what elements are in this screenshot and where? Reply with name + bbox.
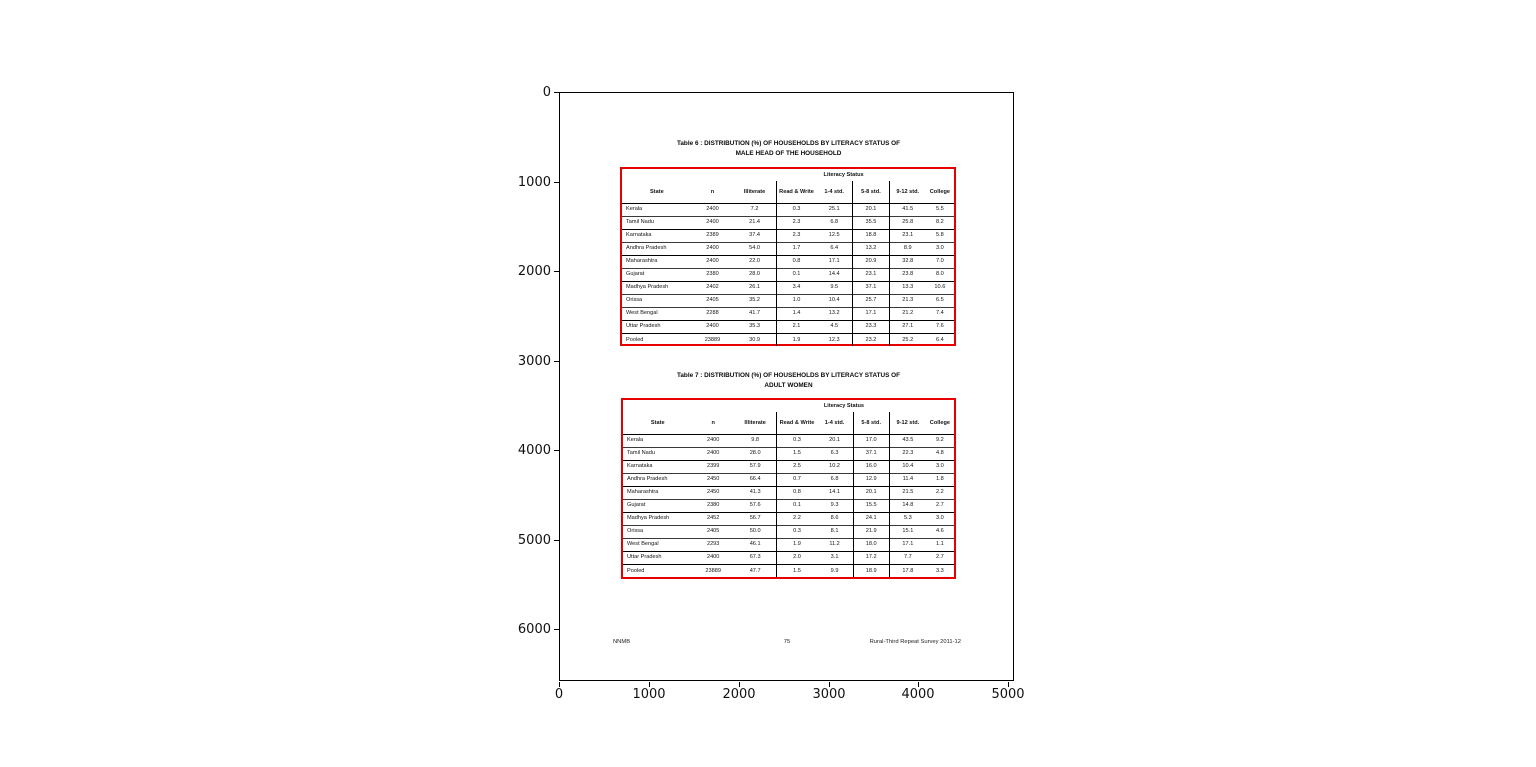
table6-title-line2: MALE HEAD OF THE HOUSEHOLD [735, 149, 842, 157]
table-cell: 28.0 [749, 271, 760, 278]
table-cell: 47.7 [749, 567, 761, 574]
table-cell: 2400 [706, 323, 719, 330]
table-cell: 1.0 [776, 294, 816, 307]
table-cell: 6.8 [830, 476, 839, 483]
table-cell: 1.5 [777, 564, 817, 577]
table-cell: 25.8 [889, 216, 926, 229]
table-cell: 26.1 [749, 284, 760, 291]
table-cell: 8.1 [830, 528, 839, 535]
table-cell: 9.8 [751, 437, 760, 444]
table-cell: 11.4 [889, 473, 925, 486]
table-cell: Karnataka [626, 232, 652, 239]
table-cell: Kerala [627, 437, 644, 444]
col-header-1-4-std: 1-4 std. [816, 181, 853, 203]
table6 [620, 167, 956, 346]
table-cell: 2402 [706, 284, 719, 291]
table-cell: 20.1 [829, 437, 840, 444]
table-cell: Madhya Pradesh [626, 284, 669, 291]
table-row [622, 203, 954, 216]
table-cell: 2400 [706, 258, 719, 265]
table-cell: 23889 [704, 336, 721, 343]
y-tick-label: 2000 [517, 264, 551, 279]
table-cell: 1.8 [936, 476, 944, 483]
table-cell: 23.2 [853, 333, 890, 346]
table-cell: 2400 [706, 206, 719, 213]
col-header-9-12-std: 9-12 std. [889, 181, 926, 203]
table-cell: Pooled [627, 567, 645, 574]
table-row [623, 564, 954, 577]
table-cell: 0.3 [777, 525, 817, 538]
table-cell: 3.3 [936, 567, 944, 574]
table-cell: 6.4 [935, 336, 944, 343]
table-row [623, 447, 954, 460]
table-cell: 17.1 [828, 258, 840, 265]
table-cell: 43.5 [889, 434, 925, 447]
table-cell: 15.1 [889, 525, 925, 538]
table-cell: Uttar Pradesh [626, 323, 661, 330]
table-row [622, 307, 954, 320]
table-cell: 35.5 [853, 216, 890, 229]
table-cell: 13.2 [828, 310, 840, 317]
table-cell: 23.1 [853, 268, 890, 281]
table-cell: 25.7 [853, 294, 890, 307]
table-cell: 22.3 [889, 447, 925, 460]
table-cell: 2380 [706, 271, 719, 278]
table-cell: 6.5 [935, 297, 944, 304]
table-cell: 22.0 [749, 258, 760, 265]
table-cell: 7.7 [889, 551, 925, 564]
table-cell: 14.8 [889, 499, 925, 512]
table-cell: 67.3 [749, 554, 761, 561]
table-cell: 5.3 [889, 512, 925, 525]
table-cell: 1.9 [777, 538, 817, 551]
table-row [622, 229, 954, 242]
table-cell: 35.3 [749, 323, 760, 330]
table-cell: 0.7 [777, 473, 817, 486]
table-cell: West Bengal [626, 310, 658, 317]
table-cell: 23889 [705, 567, 721, 574]
table-cell: 35.2 [749, 297, 760, 304]
table-cell: Madhya Pradesh [627, 515, 670, 522]
table-cell: 2400 [706, 554, 720, 561]
table-cell: 5.8 [935, 232, 944, 239]
table7-span-header-row [623, 400, 954, 412]
table-cell: 2405 [706, 297, 719, 304]
table-cell: 2.3 [776, 229, 816, 242]
table-cell: 2389 [706, 232, 719, 239]
table-cell: 1.7 [776, 242, 816, 255]
table-cell: 10.2 [829, 463, 840, 470]
table-cell: 12.9 [853, 473, 889, 486]
table-cell: 2400 [706, 219, 719, 226]
document-page [560, 93, 1013, 680]
table-cell: 11.2 [829, 541, 840, 548]
table-cell: 14.1 [829, 489, 840, 496]
table-cell: 37.1 [853, 447, 889, 460]
table-row [622, 294, 954, 307]
literacy-status-span-header: Literacy Status [823, 402, 864, 409]
table-cell: 66.4 [749, 476, 761, 483]
col-header-read-write: Read & Write [776, 181, 816, 203]
table-cell: 7.0 [935, 258, 944, 265]
table6-header-row [622, 181, 954, 203]
table-cell: 2400 [706, 245, 719, 252]
table-cell: 16.0 [853, 460, 889, 473]
table-cell: 17.0 [853, 434, 889, 447]
table-cell: 0.3 [776, 203, 816, 216]
table-cell: 28.0 [749, 450, 761, 457]
spacer-cell [623, 400, 734, 412]
table-cell: West Bengal [627, 541, 659, 548]
table-cell: 20.1 [853, 203, 890, 216]
table-row [623, 460, 954, 473]
table-cell: 24.1 [853, 512, 889, 525]
table-cell: 25.2 [889, 333, 926, 346]
col-header-read-write: Read & Write [777, 412, 817, 434]
table-cell: 2400 [706, 437, 720, 444]
table-cell: 21.9 [853, 525, 889, 538]
table-cell: 2.7 [936, 554, 944, 561]
col-header-college: College [926, 181, 954, 203]
col-header-5-8-std: 5-8 std. [853, 412, 889, 434]
table-cell: 4.6 [936, 528, 944, 535]
table-cell: 2288 [706, 310, 719, 317]
table-cell: 4.8 [936, 450, 944, 457]
footer-page-number: 75 [783, 639, 791, 645]
table-cell: 1.4 [776, 307, 816, 320]
table-cell: Gujarat [627, 502, 646, 509]
table-cell: 2293 [706, 541, 720, 548]
table-cell: 21.2 [889, 307, 926, 320]
col-header-1-4-std: 1-4 std. [817, 412, 853, 434]
table-cell: 57.6 [749, 502, 761, 509]
table-cell: 3.0 [936, 515, 944, 522]
table-cell: 9.9 [830, 567, 839, 574]
table-cell: 10.4 [828, 297, 840, 304]
table-row [622, 320, 954, 333]
table-row [622, 242, 954, 255]
table-row [622, 268, 954, 281]
x-tick-label: 0 [554, 687, 564, 702]
y-tick-label: 4000 [517, 443, 551, 458]
table7-title [606, 371, 971, 390]
table-cell: 0.8 [777, 486, 817, 499]
table-cell: 7.4 [935, 310, 944, 317]
col-header-illiterate: Illiterate [733, 181, 776, 203]
col-header-state: State [623, 412, 693, 434]
x-tick-label: 4000 [901, 687, 935, 702]
table-cell: 0.8 [776, 255, 816, 268]
table6-title-line1: Table 6 : DISTRIBUTION (%) OF HOUSEHOLDS BY LITERACY STATUS OF [676, 140, 901, 147]
table6-title [606, 139, 971, 158]
table-cell: 2.0 [777, 551, 817, 564]
table-cell: 23.3 [853, 320, 890, 333]
footer-left-text: NNMB [613, 639, 631, 645]
table-row [623, 512, 954, 525]
table-cell: 2380 [706, 502, 720, 509]
table6-span-header-row [622, 169, 954, 181]
table-row [622, 255, 954, 268]
table-cell: 23.8 [889, 268, 926, 281]
table-cell: 2.2 [936, 489, 944, 496]
table-cell: 2.2 [777, 512, 817, 525]
x-tick-label: 1000 [632, 687, 666, 702]
table-cell: Karnataka [627, 463, 653, 470]
table-cell: 18.8 [853, 229, 890, 242]
y-tick-label: 3000 [517, 354, 551, 369]
table-cell: 25.1 [828, 206, 840, 213]
table-cell: 7.2 [750, 206, 759, 213]
table-cell: 2.5 [777, 460, 817, 473]
table-cell: 56.7 [749, 515, 761, 522]
y-tick-label: 1000 [517, 175, 551, 190]
table7-title-line1: Table 7 : DISTRIBUTION (%) OF HOUSEHOLDS BY LITERACY STATUS OF [676, 372, 901, 379]
table-cell: 54.0 [749, 245, 760, 252]
table-cell: 8.9 [889, 242, 926, 255]
table-cell: 2450 [706, 489, 720, 496]
table-row [623, 499, 954, 512]
footer-right-text: Rural-Third Repeat Survey 2011-12 [869, 639, 961, 645]
table-cell: 2.3 [776, 216, 816, 229]
table-cell: 1.5 [777, 447, 817, 460]
table7-header-row [623, 412, 954, 434]
x-tick-label: 5000 [991, 687, 1025, 702]
table-row [623, 551, 954, 564]
table-cell: Gujarat [626, 271, 645, 278]
table-row [622, 216, 954, 229]
x-tick-label: 2000 [722, 687, 756, 702]
col-header-9-12-std: 9-12 std. [889, 412, 925, 434]
table-cell: 13.3 [889, 281, 926, 294]
plot-axes [559, 92, 1014, 681]
table-cell: 41.5 [889, 203, 926, 216]
table7-body [623, 434, 954, 577]
table-row [622, 281, 954, 294]
y-tick-label: 6000 [517, 622, 551, 637]
table7-title-line2: ADULT WOMEN [764, 381, 813, 389]
table-cell: 0.1 [776, 268, 816, 281]
table-cell: 1.1 [936, 541, 944, 548]
table-cell: 57.9 [749, 463, 761, 470]
table-cell: 17.8 [889, 564, 925, 577]
table-cell: 6.3 [830, 450, 839, 457]
table-cell: 21.3 [889, 294, 926, 307]
table-cell: 41.7 [749, 310, 760, 317]
table-row [623, 486, 954, 499]
table-cell: 46.1 [749, 541, 761, 548]
table-cell: Andhra Pradesh [626, 245, 667, 252]
literacy-status-span-header: Literacy Status [823, 171, 864, 178]
table-cell: 2399 [706, 463, 720, 470]
table-cell: 3.4 [776, 281, 816, 294]
table-cell: 0.1 [777, 499, 817, 512]
table-cell: 37.4 [749, 232, 760, 239]
table-cell: 6.4 [830, 245, 839, 252]
table-cell: 41.3 [749, 489, 761, 496]
table-cell: 9.5 [830, 284, 839, 291]
table-cell: 9.3 [830, 502, 839, 509]
table-cell: 15.5 [853, 499, 889, 512]
table-cell: 9.2 [936, 437, 944, 444]
y-tick-label: 5000 [517, 533, 551, 548]
table-cell: 27.1 [889, 320, 926, 333]
table7 [621, 398, 956, 579]
table-cell: 18.9 [853, 564, 889, 577]
table-cell: 3.0 [935, 245, 944, 252]
table-cell: 17.1 [853, 307, 890, 320]
table-cell: Kerala [626, 206, 643, 213]
table-cell: 37.1 [853, 281, 890, 294]
table-cell: Orissa [626, 297, 643, 304]
table-row [623, 525, 954, 538]
table-cell: 23.1 [889, 229, 926, 242]
col-header-n: n [692, 181, 734, 203]
table-cell: Maharashtra [627, 489, 659, 496]
table-cell: 8.2 [935, 219, 944, 226]
table-cell: 10.4 [889, 460, 925, 473]
table-cell: Maharashtra [626, 258, 658, 265]
table-cell: 14.4 [828, 271, 840, 278]
table-cell: 2.7 [936, 502, 944, 509]
spacer-cell [622, 169, 733, 181]
table-cell: 1.9 [776, 333, 816, 346]
table-cell: 4.5 [830, 323, 839, 330]
table-cell: 8.6 [830, 515, 839, 522]
col-header-college: College [926, 412, 954, 434]
table-cell: 18.0 [853, 538, 889, 551]
table-cell: 2405 [706, 528, 720, 535]
table-cell: 21.5 [889, 486, 925, 499]
table-cell: 12.5 [828, 232, 840, 239]
table-cell: Tamil Nadu [627, 450, 655, 457]
table-cell: 0.3 [777, 434, 817, 447]
table6-body [622, 203, 954, 346]
table-cell: Orissa [627, 528, 644, 535]
table-cell: 17.1 [889, 538, 925, 551]
table-cell: 17.2 [853, 551, 889, 564]
table-cell: 8.0 [935, 271, 944, 278]
table-row [623, 538, 954, 551]
table-cell: 30.9 [749, 336, 760, 343]
table-cell: 5.5 [935, 206, 944, 213]
y-tick-label: 0 [542, 85, 551, 100]
x-tick-label: 3000 [812, 687, 846, 702]
table-cell: 6.8 [830, 219, 839, 226]
table-cell: 2400 [706, 450, 720, 457]
table-cell: 21.4 [749, 219, 760, 226]
table7-grid [623, 400, 954, 577]
col-header-5-8-std: 5-8 std. [853, 181, 890, 203]
table-cell: Pooled [626, 336, 644, 343]
table-cell: 12.3 [828, 336, 840, 343]
table-cell: Andhra Pradesh [627, 476, 668, 483]
table-cell: 10.6 [934, 284, 946, 291]
table-row [622, 333, 954, 346]
table-cell: 3.1 [830, 554, 839, 561]
col-header-illiterate: Illiterate [734, 412, 777, 434]
table6-grid [622, 169, 954, 346]
table-cell: 20.9 [853, 255, 890, 268]
table-cell: 2.1 [776, 320, 816, 333]
table-cell: 2450 [706, 476, 720, 483]
table-cell: 3.0 [936, 463, 944, 470]
table-cell: Tamil Nadu [626, 219, 654, 226]
table-row [623, 473, 954, 486]
table-cell: 2452 [706, 515, 720, 522]
table-cell: 20.1 [853, 486, 889, 499]
table-cell: 50.0 [749, 528, 761, 535]
table-cell: 7.6 [935, 323, 944, 330]
table-cell: Uttar Pradesh [627, 554, 662, 561]
table-cell: 13.2 [853, 242, 890, 255]
table-cell: 32.8 [889, 255, 926, 268]
table-row [623, 434, 954, 447]
col-header-n: n [693, 412, 734, 434]
col-header-state: State [622, 181, 692, 203]
